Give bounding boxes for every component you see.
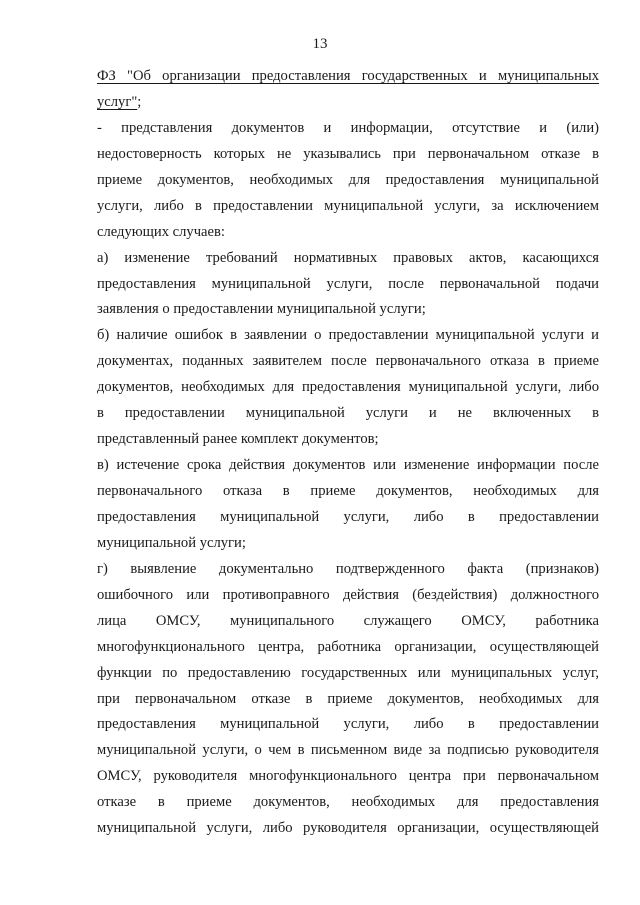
text-line: многофункционального центра, работника организации, осуществляющей — [97, 638, 599, 655]
text-line: ОМСУ, руководителя многофункционального центра при первоначальном — [97, 768, 599, 785]
underlined-text: услуг" — [97, 93, 138, 110]
text-line: при первоначальном отказе в приеме документов, необходимых для — [97, 690, 599, 707]
text-line: ФЗ "Об организации предоставления государственных и муниципальных — [97, 68, 599, 84]
text-fragment: ; — [137, 93, 142, 110]
text-line: заявления о предоставлении муниципальной услуги; — [97, 301, 426, 318]
text-line: услуги, либо в предоставлении муниципальной услуги, за исключением — [97, 197, 599, 214]
text-line: предоставления муниципальной услуги, либо в предоставлении — [97, 508, 599, 525]
text-line: б) наличие ошибок в заявлении о предоставлении муниципальной услуги и — [97, 327, 599, 344]
text-line: в предоставлении муниципальной услуги и не включенных в — [97, 405, 599, 422]
body-text — [97, 64, 599, 842]
text-line: документах, поданных заявителем после первоначального отказа в приеме — [97, 353, 599, 370]
text-line — [97, 90, 599, 116]
text-line: предоставления муниципальной услуги, после первоначальной подачи — [97, 275, 599, 292]
text-line: недостоверность которых не указывались при первоначальном отказе в — [97, 145, 599, 162]
text-line: функции по предоставлению государственных или муниципальных услуг, — [97, 664, 599, 681]
text-line: - представления документов и информации, отсутствие и (или) — [97, 119, 599, 136]
text-line: предоставления муниципальной услуги, либо в предоставлении — [97, 716, 599, 733]
text-line: представленный ранее комплект документов; — [97, 431, 379, 448]
text-line: ошибочного или противоправного действия (бездействия) должностного — [97, 586, 599, 603]
text-line: в) истечение срока действия документов или изменение информации после — [97, 457, 599, 474]
text-line: г) выявление документально подтвержденного факта (признаков) — [97, 560, 599, 577]
text-line: документов, необходимых для предоставления муниципальной услуги, либо — [97, 379, 599, 396]
text-line: лица ОМСУ, муниципального служащего ОМСУ, работника — [97, 612, 599, 629]
text-line: муниципальной услуги, о чем в письменном виде за подписью руководителя — [97, 742, 599, 759]
text-line: следующих случаев: — [97, 223, 225, 240]
text-line: отказе в приеме документов, необходимых для предоставления — [97, 794, 599, 811]
text-line: первоначального отказа в приеме документов, необходимых для — [97, 483, 599, 499]
page-number: 13 — [312, 36, 328, 52]
text-line: муниципальной услуги; — [97, 534, 246, 551]
text-line: а) изменение требований нормативных правовых актов, касающихся — [97, 249, 599, 266]
text-line: приеме документов, необходимых для предоставления муниципальной — [97, 171, 599, 188]
text-line: муниципальной услуги, либо руководителя организации, осуществляющей — [97, 820, 599, 837]
